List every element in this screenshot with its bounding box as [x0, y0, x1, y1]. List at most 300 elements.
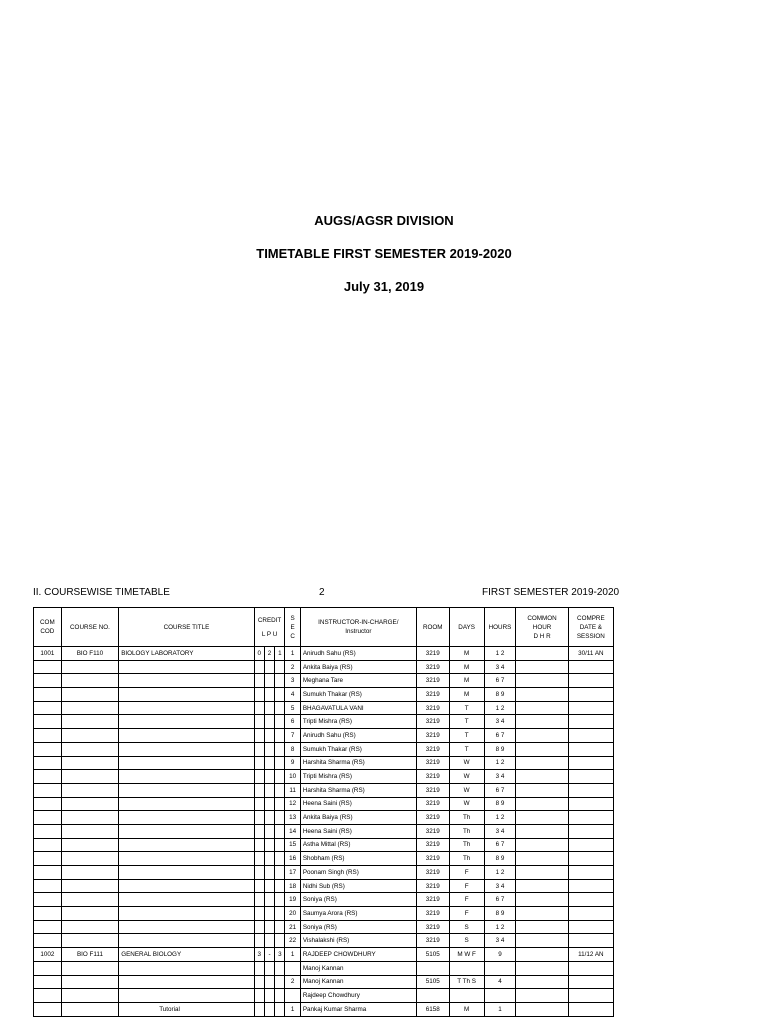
credit-p-cell [264, 715, 274, 729]
common-hour-cell [516, 893, 568, 907]
com-cod-cell [34, 866, 62, 880]
days-cell: M [449, 688, 484, 702]
days-cell [449, 961, 484, 975]
course-title-cell [119, 961, 255, 975]
section-cell: 19 [285, 893, 300, 907]
days-cell: Th [449, 811, 484, 825]
credit-l-cell [254, 975, 264, 989]
credit-p-cell [264, 783, 274, 797]
division-title: AUGS/AGSR DIVISION [314, 213, 454, 228]
credit-u-cell [275, 783, 285, 797]
room-cell: 5105 [416, 975, 449, 989]
course-no-cell [61, 893, 118, 907]
course-title-cell [119, 701, 255, 715]
section-cell: 1 [285, 948, 300, 962]
common-hour-cell [516, 756, 568, 770]
days-cell: F [449, 907, 484, 921]
com-cod-cell [34, 852, 62, 866]
common-hour-cell [516, 742, 568, 756]
section-cell [285, 961, 300, 975]
instructor-cell: Harshita Sharma (RS) [300, 756, 416, 770]
credit-l-cell [254, 824, 264, 838]
hours-cell: 1 2 [484, 866, 516, 880]
course-title-cell [119, 674, 255, 688]
semester-label: FIRST SEMESTER 2019-2020 [482, 587, 620, 598]
hours-cell [484, 961, 516, 975]
com-cod-cell: 1002 [34, 948, 62, 962]
course-no-cell [61, 729, 118, 743]
days-cell: W [449, 770, 484, 784]
room-cell [416, 961, 449, 975]
days-cell: M [449, 674, 484, 688]
days-cell: T [449, 742, 484, 756]
course-no-cell [61, 934, 118, 948]
days-cell: T [449, 729, 484, 743]
table-row [34, 852, 614, 866]
instructor-cell: Anirudh Sahu (RS) [300, 729, 416, 743]
credit-l-cell [254, 852, 264, 866]
course-title-cell [119, 934, 255, 948]
section-cell: 18 [285, 879, 300, 893]
section-cell: 17 [285, 866, 300, 880]
course-no-cell [61, 811, 118, 825]
hours-cell: 1 2 [484, 701, 516, 715]
credit-u-cell [275, 660, 285, 674]
credit-u-cell [275, 742, 285, 756]
days-cell: Th [449, 852, 484, 866]
credit-u-cell [275, 961, 285, 975]
course-title-cell [119, 742, 255, 756]
common-hour-cell [516, 715, 568, 729]
compre-cell [568, 770, 613, 784]
credit-l-cell [254, 879, 264, 893]
col-compre: COMPRE DATE & SESSION [568, 608, 613, 647]
course-title-cell [119, 715, 255, 729]
room-cell: 3219 [416, 811, 449, 825]
credit-u-cell [275, 701, 285, 715]
common-hour-cell [516, 674, 568, 688]
credit-p-cell [264, 989, 274, 1003]
credit-p-cell [264, 852, 274, 866]
days-cell: W [449, 756, 484, 770]
section-cell: 20 [285, 907, 300, 921]
common-hour-cell [516, 824, 568, 838]
credit-u-cell [275, 975, 285, 989]
days-cell: T [449, 715, 484, 729]
compre-cell [568, 1002, 613, 1016]
credit-l-cell: 3 [254, 948, 264, 962]
credit-u-cell [275, 715, 285, 729]
credit-p-cell [264, 934, 274, 948]
days-cell: M [449, 660, 484, 674]
com-cod-cell [34, 729, 62, 743]
course-no-cell [61, 715, 118, 729]
days-cell: F [449, 893, 484, 907]
credit-l-cell [254, 961, 264, 975]
instructor-cell: Saumya Arora (RS) [300, 907, 416, 921]
credit-l-cell [254, 660, 264, 674]
credit-u-cell [275, 989, 285, 1003]
instructor-cell: Anirudh Sahu (RS) [300, 647, 416, 661]
com-cod-cell [34, 811, 62, 825]
course-no-cell [61, 783, 118, 797]
table-row [34, 824, 614, 838]
credit-l-cell [254, 797, 264, 811]
common-hour-cell [516, 729, 568, 743]
timetable-title: TIMETABLE FIRST SEMESTER 2019-2020 [256, 246, 512, 261]
days-cell: S [449, 934, 484, 948]
room-cell: 3219 [416, 879, 449, 893]
compre-cell [568, 715, 613, 729]
table-row [34, 838, 614, 852]
section-cell: 21 [285, 920, 300, 934]
instructor-cell: Ankita Baiya (RS) [300, 811, 416, 825]
table-row [34, 948, 614, 962]
course-title-cell [119, 893, 255, 907]
credit-u-cell [275, 879, 285, 893]
table-row [34, 866, 614, 880]
instructor-cell: Harshita Sharma (RS) [300, 783, 416, 797]
com-cod-cell [34, 961, 62, 975]
days-cell [449, 989, 484, 1003]
section-cell: 15 [285, 838, 300, 852]
table-row [34, 934, 614, 948]
hours-cell: 4 [484, 975, 516, 989]
compre-cell [568, 989, 613, 1003]
compre-cell [568, 742, 613, 756]
room-cell: 3219 [416, 647, 449, 661]
credit-l-cell [254, 701, 264, 715]
common-hour-cell [516, 770, 568, 784]
course-no-cell [61, 975, 118, 989]
com-cod-cell [34, 797, 62, 811]
hours-cell: 6 7 [484, 838, 516, 852]
col-section: S E C [285, 608, 300, 647]
com-cod-cell [34, 660, 62, 674]
section-cell: 7 [285, 729, 300, 743]
com-cod-cell [34, 907, 62, 921]
table-row [34, 893, 614, 907]
section-cell: 3 [285, 674, 300, 688]
timetable-date: July 31, 2019 [343, 279, 425, 294]
compre-cell [568, 783, 613, 797]
credit-u-cell [275, 674, 285, 688]
instructor-cell: Shobham (RS) [300, 852, 416, 866]
hours-cell: 8 9 [484, 797, 516, 811]
table-row [34, 756, 614, 770]
com-cod-cell [34, 715, 62, 729]
table-row [34, 920, 614, 934]
compre-cell [568, 975, 613, 989]
col-days: DAYS [449, 608, 484, 647]
instructor-cell: Rajdeep Chowdhury [300, 989, 416, 1003]
common-hour-cell [516, 701, 568, 715]
compre-cell [568, 879, 613, 893]
hours-cell: 1 2 [484, 811, 516, 825]
compre-cell [568, 674, 613, 688]
hours-cell: 3 4 [484, 660, 516, 674]
course-title-cell [119, 811, 255, 825]
room-cell: 3219 [416, 852, 449, 866]
compre-cell [568, 811, 613, 825]
table-row [34, 742, 614, 756]
hours-cell: 1 [484, 1002, 516, 1016]
section-cell: 12 [285, 797, 300, 811]
instructor-cell: RAJDEEP CHOWDHURY [300, 948, 416, 962]
credit-p-cell [264, 907, 274, 921]
room-cell: 3219 [416, 701, 449, 715]
table-row [34, 674, 614, 688]
credit-u-cell [275, 934, 285, 948]
credit-p-cell [264, 893, 274, 907]
hours-cell: 3 4 [484, 824, 516, 838]
table-row [34, 715, 614, 729]
credit-p-cell [264, 674, 274, 688]
com-cod-cell [34, 1002, 62, 1016]
instructor-cell: Heena Saini (RS) [300, 797, 416, 811]
compre-cell [568, 838, 613, 852]
credit-l-cell [254, 907, 264, 921]
instructor-cell: Meghana Tare [300, 674, 416, 688]
compre-cell: 11/12 AN [568, 948, 613, 962]
hours-cell: 8 9 [484, 907, 516, 921]
table-row [34, 797, 614, 811]
credit-u-cell: 3 [275, 948, 285, 962]
credit-l-cell [254, 729, 264, 743]
course-title-cell [119, 783, 255, 797]
credit-u-cell [275, 838, 285, 852]
hours-cell: 6 7 [484, 783, 516, 797]
course-no-cell [61, 797, 118, 811]
credit-l-cell: 0 [254, 647, 264, 661]
room-cell: 3219 [416, 688, 449, 702]
com-cod-cell [34, 783, 62, 797]
credit-u-cell [275, 907, 285, 921]
common-hour-cell [516, 647, 568, 661]
hours-cell: 1 2 [484, 647, 516, 661]
section-cell: 6 [285, 715, 300, 729]
course-no-cell [61, 770, 118, 784]
col-instructor: INSTRUCTOR-IN-CHARGE/ Instructor [300, 608, 416, 647]
credit-l-cell [254, 715, 264, 729]
course-no-cell [61, 920, 118, 934]
credit-l-cell [254, 920, 264, 934]
credit-l-cell [254, 674, 264, 688]
credit-p-cell [264, 688, 274, 702]
hours-cell: 3 4 [484, 770, 516, 784]
credit-p-cell [264, 824, 274, 838]
course-no-cell [61, 989, 118, 1003]
course-title-cell [119, 660, 255, 674]
instructor-cell: Astha Mittal (RS) [300, 838, 416, 852]
instructor-cell: Tripti Mishra (RS) [300, 770, 416, 784]
room-cell: 3219 [416, 674, 449, 688]
room-cell [416, 989, 449, 1003]
table-row [34, 729, 614, 743]
table-row [34, 961, 614, 975]
hours-cell: 3 4 [484, 934, 516, 948]
course-title-cell [119, 824, 255, 838]
hours-cell [484, 989, 516, 1003]
compre-cell [568, 920, 613, 934]
common-hour-cell [516, 866, 568, 880]
credit-p-cell [264, 797, 274, 811]
credit-l-cell [254, 989, 264, 1003]
course-no-cell [61, 1002, 118, 1016]
room-cell: 3219 [416, 934, 449, 948]
days-cell: T [449, 701, 484, 715]
days-cell: S [449, 920, 484, 934]
com-cod-cell [34, 934, 62, 948]
room-cell: 3219 [416, 866, 449, 880]
credit-l-cell [254, 783, 264, 797]
room-cell: 3219 [416, 756, 449, 770]
course-title-cell [119, 989, 255, 1003]
table-row [34, 989, 614, 1003]
credit-l-cell [254, 838, 264, 852]
credit-p-cell [264, 729, 274, 743]
course-no-cell [61, 756, 118, 770]
instructor-cell: Vishalakshi (RS) [300, 934, 416, 948]
days-cell: Th [449, 824, 484, 838]
compre-cell [568, 852, 613, 866]
hours-cell: 8 9 [484, 688, 516, 702]
course-title-cell: BIOLOGY LABORATORY [119, 647, 255, 661]
course-title-cell [119, 907, 255, 921]
compre-cell [568, 893, 613, 907]
com-cod-cell [34, 920, 62, 934]
col-comcod: COM COD [34, 608, 62, 647]
com-cod-cell [34, 824, 62, 838]
course-no-cell [61, 688, 118, 702]
room-cell: 5105 [416, 948, 449, 962]
com-cod-cell [34, 688, 62, 702]
days-cell: W [449, 797, 484, 811]
section-cell: 11 [285, 783, 300, 797]
room-cell: 3219 [416, 729, 449, 743]
compre-cell [568, 961, 613, 975]
hours-cell: 3 4 [484, 879, 516, 893]
credit-u-cell [275, 811, 285, 825]
course-no-cell [61, 824, 118, 838]
room-cell: 6158 [416, 1002, 449, 1016]
credit-p-cell [264, 660, 274, 674]
days-cell: Th [449, 838, 484, 852]
credit-p-cell [264, 742, 274, 756]
common-hour-cell [516, 838, 568, 852]
compre-cell [568, 688, 613, 702]
section-cell: 2 [285, 975, 300, 989]
instructor-cell: Manoj Kannan [300, 961, 416, 975]
section-cell: 10 [285, 770, 300, 784]
compre-cell [568, 866, 613, 880]
course-no-cell [61, 660, 118, 674]
credit-p-cell [264, 961, 274, 975]
credit-p-cell [264, 756, 274, 770]
room-cell: 3219 [416, 824, 449, 838]
col-course-title: COURSE TITLE [119, 608, 255, 647]
com-cod-cell [34, 893, 62, 907]
section-cell: 8 [285, 742, 300, 756]
col-room: ROOM [416, 608, 449, 647]
table-row [34, 647, 614, 661]
com-cod-cell [34, 879, 62, 893]
com-cod-cell [34, 770, 62, 784]
course-no-cell [61, 852, 118, 866]
common-hour-cell [516, 879, 568, 893]
instructor-cell: Soniya (RS) [300, 920, 416, 934]
days-cell: W [449, 783, 484, 797]
hours-cell: 1 2 [484, 920, 516, 934]
instructor-cell: Soniya (RS) [300, 893, 416, 907]
course-title-cell [119, 866, 255, 880]
credit-u-cell [275, 920, 285, 934]
room-cell: 3219 [416, 783, 449, 797]
room-cell: 3219 [416, 660, 449, 674]
room-cell: 3219 [416, 770, 449, 784]
compre-cell [568, 824, 613, 838]
instructor-cell: Nidhi Sub (RS) [300, 879, 416, 893]
credit-l-cell [254, 866, 264, 880]
credit-l-cell [254, 770, 264, 784]
section-cell: 1 [285, 647, 300, 661]
credit-p-cell [264, 701, 274, 715]
credit-u-cell [275, 1002, 285, 1016]
course-title-cell [119, 838, 255, 852]
room-cell: 3219 [416, 920, 449, 934]
table-row [34, 660, 614, 674]
common-hour-cell [516, 783, 568, 797]
credit-u-cell [275, 729, 285, 743]
table-row [34, 770, 614, 784]
common-hour-cell [516, 975, 568, 989]
com-cod-cell [34, 975, 62, 989]
credit-u-cell [275, 756, 285, 770]
col-common-hour: COMMON HOUR D H R [516, 608, 568, 647]
com-cod-cell [34, 674, 62, 688]
hours-cell: 3 4 [484, 715, 516, 729]
days-cell: M W F [449, 948, 484, 962]
section-cell: 14 [285, 824, 300, 838]
hours-cell: 1 2 [484, 756, 516, 770]
hours-cell: 6 7 [484, 674, 516, 688]
course-no-cell [61, 907, 118, 921]
credit-u-cell [275, 797, 285, 811]
compre-cell [568, 934, 613, 948]
credit-l-cell [254, 893, 264, 907]
credit-p-cell [264, 838, 274, 852]
instructor-cell: Heena Saini (RS) [300, 824, 416, 838]
compre-cell [568, 729, 613, 743]
credit-p-cell [264, 770, 274, 784]
common-hour-cell [516, 852, 568, 866]
table-row [34, 975, 614, 989]
room-cell: 3219 [416, 797, 449, 811]
com-cod-cell: 1001 [34, 647, 62, 661]
days-cell: M [449, 1002, 484, 1016]
credit-u-cell [275, 866, 285, 880]
com-cod-cell [34, 989, 62, 1003]
hours-cell: 6 7 [484, 729, 516, 743]
credit-u-cell: 1 [275, 647, 285, 661]
compre-cell [568, 660, 613, 674]
col-hours: HOURS [484, 608, 516, 647]
table-row [34, 879, 614, 893]
credit-l-cell [254, 742, 264, 756]
instructor-cell: Poonam Singh (RS) [300, 866, 416, 880]
course-title-cell: Tutorial [119, 1002, 255, 1016]
instructor-cell: BHAGAVATULA VANI [300, 701, 416, 715]
